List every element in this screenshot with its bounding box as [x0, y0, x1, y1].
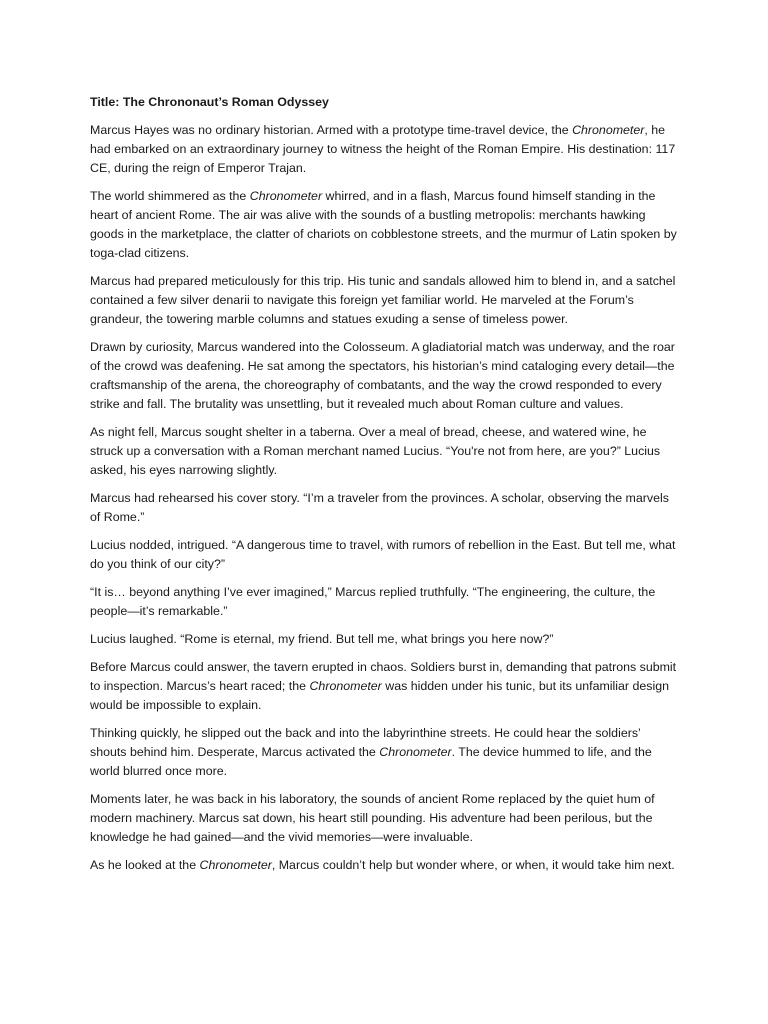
body-paragraph	[90, 790, 678, 847]
paragraph-text: Lucius nodded, intrigued. “A dangerous time to travel, with rumors of rebellion in the East. But tell me, what do you think of our city?”	[90, 538, 676, 571]
document-body	[90, 93, 678, 884]
document-title: Title: The Chrononaut’s Roman Odyssey	[90, 95, 329, 109]
paragraph-text: As night fell, Marcus sought shelter in a taberna. Over a meal of bread, cheese, and watered wine, he struck up a conversation with a Roman merchant named Lucius. “You're not from here, are you?” Lucius asked, his eyes narrowing slightly.	[90, 425, 661, 477]
italic-term: Chronometer	[572, 123, 645, 137]
paragraph-text: Before Marcus could answer, the tavern erupted in chaos. Soldiers burst in, demanding that patrons submit to inspection. Marcus’s heart raced; the	[90, 660, 677, 693]
italic-term: Chronometer	[379, 745, 452, 759]
body-paragraph	[90, 583, 678, 621]
body-paragraph	[90, 856, 678, 875]
paragraph-text: “It is… beyond anything I’ve ever imagined,” Marcus replied truthfully. “The engineering, the culture, the people—it’s remarkable.”	[90, 585, 656, 618]
paragraph-text: whirred, and in a flash, Marcus found himself standing in the heart of ancient Rome. The air was alive with the sounds of a bustling metropolis: merchants hawking goods in the marketplace, the clatter of chariots on cobblestone streets, and the murmur of Latin spoken by toga-clad citizens.	[90, 189, 677, 260]
body-paragraph	[90, 536, 678, 574]
body-paragraph	[90, 121, 678, 178]
paragraph-text: Marcus Hayes was no ordinary historian. Armed with a prototype time-travel device, the	[90, 123, 573, 137]
body-paragraph	[90, 338, 678, 414]
paragraph-text: , he had embarked on an extraordinary journey to witness the height of the Roman Empire. His destination: 117 CE, during the reign of Emperor Trajan.	[90, 123, 676, 175]
paragraph-text: Drawn by curiosity, Marcus wandered into the Colosseum. A gladiatorial match was underway, and the roar of the crowd was deafening. He sat among the spectators, his historian’s mind cataloging every detail—the craftsmanship of the arena, the choreography of combatants, and the way the crowd responded to every strike and fall. The brutality was unsettling, but it revealed much about Roman culture and values.	[90, 340, 675, 411]
body-paragraph	[90, 423, 678, 480]
italic-term: Chronometer	[199, 858, 272, 872]
italic-term: Chronometer	[249, 189, 323, 203]
paragraph-text: was hidden under his tunic, but its unfamiliar design would be impossible to explain.	[90, 679, 670, 712]
paragraph-text: Marcus had prepared meticulously for this trip. His tunic and sandals allowed him to blend in, and a satchel contained a few silver denarii to navigate this foreign yet familiar world. He marveled at the Forum’s grandeur, the towering marble columns and statues exuding a sense of timeless power.	[90, 274, 676, 326]
body-paragraph	[90, 272, 678, 329]
paragraph-text: Marcus had rehearsed his cover story. “I’m a traveler from the provinces. A scholar, observing the marvels of Rome.”	[90, 491, 669, 524]
paragraph-list	[90, 121, 678, 875]
paragraph-text: The world shimmered as the	[90, 189, 250, 203]
italic-term: Chronometer	[309, 679, 382, 693]
body-paragraph	[90, 489, 678, 527]
paragraph-text: As he looked at the	[90, 858, 200, 872]
paragraph-text: Lucius laughed. “Rome is eternal, my friend. But tell me, what brings you here now?”	[90, 632, 554, 646]
paragraph-text: Moments later, he was back in his laboratory, the sounds of ancient Rome replaced by the quiet hum of modern machinery. Marcus sat down, his heart still pounding. His adventure had been perilous, but the knowledge he had gained—and the vivid memories—were invaluable.	[90, 792, 655, 844]
body-paragraph	[90, 724, 678, 781]
body-paragraph	[90, 658, 678, 715]
body-paragraph	[90, 187, 678, 263]
paragraph-text: . The device hummed to life, and the world blurred once more.	[90, 745, 652, 778]
paragraph-text: Thinking quickly, he slipped out the back and into the labyrinthine streets. He could hear the soldiers’ shouts behind him. Desperate, Marcus activated the	[90, 726, 641, 759]
body-paragraph	[90, 630, 678, 649]
paragraph-text: , Marcus couldn’t help but wonder where, or when, it would take him next.	[271, 858, 675, 872]
